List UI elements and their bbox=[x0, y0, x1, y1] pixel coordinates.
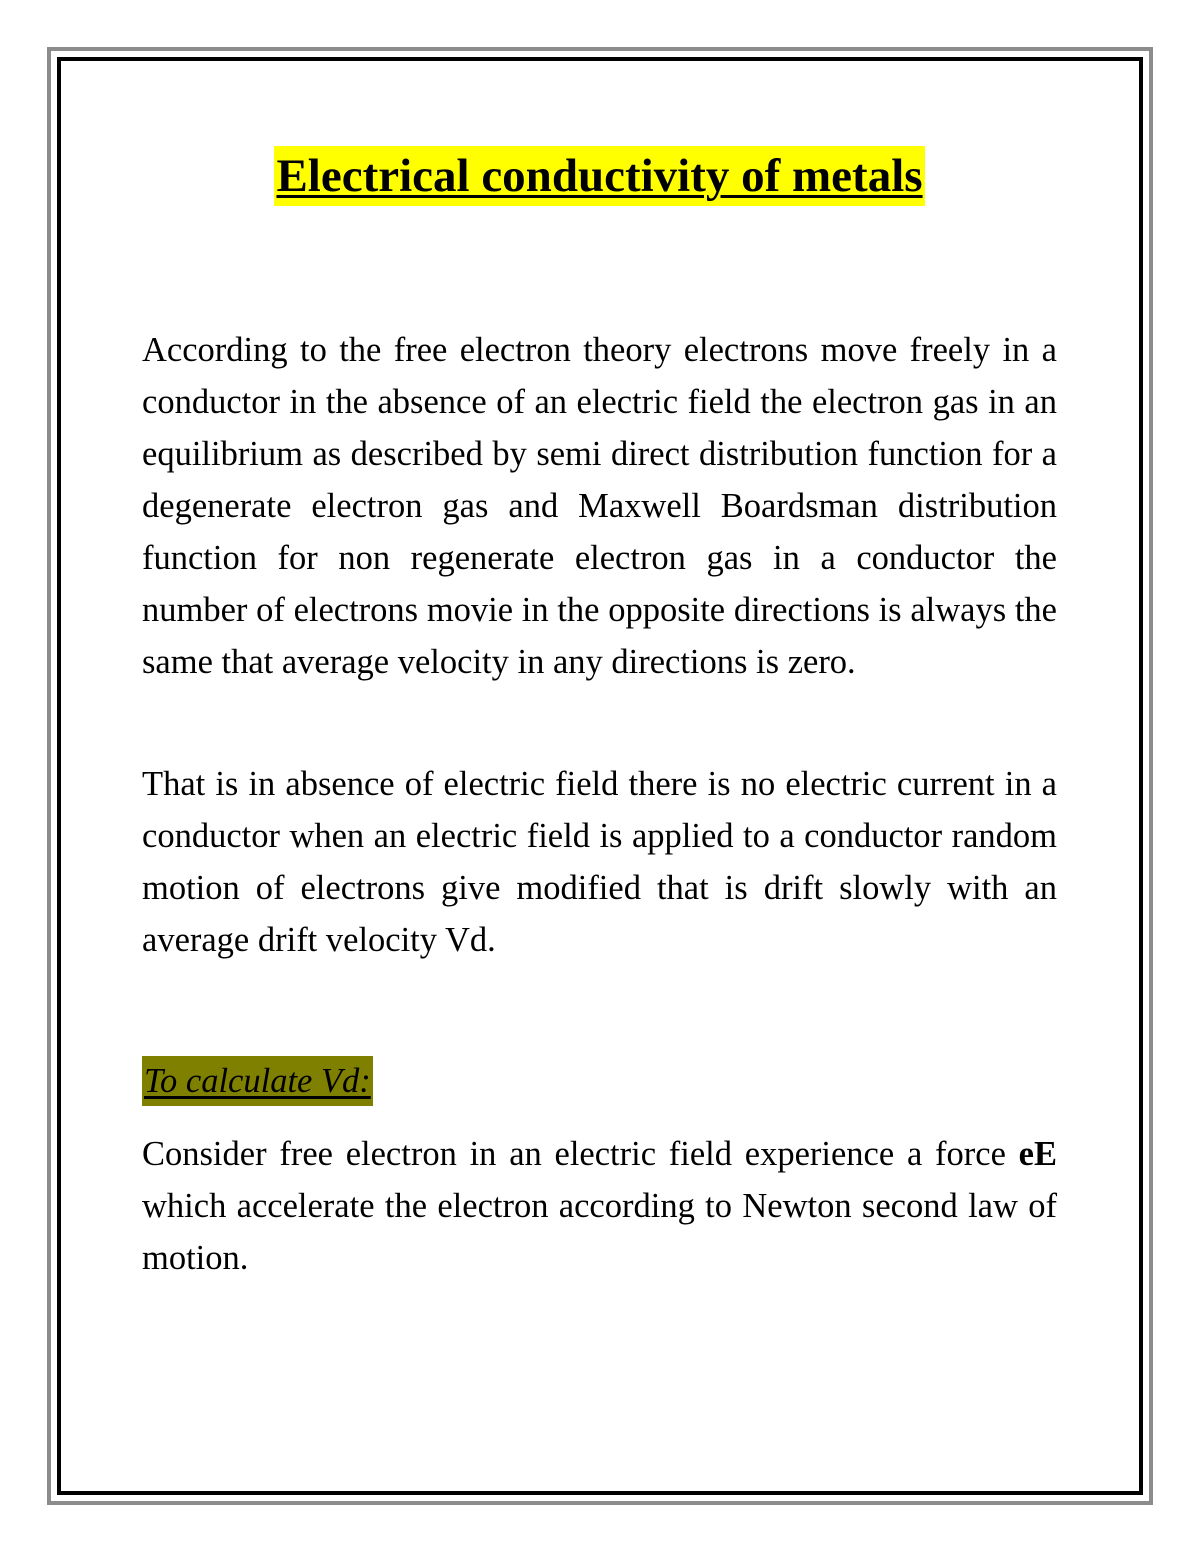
subheading-calculate-vd: To calculate Vd: bbox=[142, 1056, 373, 1106]
title-container bbox=[142, 146, 1057, 206]
paragraph-force bbox=[142, 1128, 1057, 1284]
page-title: Electrical conductivity of metals bbox=[274, 146, 924, 206]
paragraph-free-electron-theory: According to the free electron theory electrons move freely in a conductor in the absence of an electric field the electron gas in an equilibrium as described by semi direct distribution function for a degenerate electron gas and Maxwell Boardsman distribution function for non regenerate electron gas in a conductor the number of electrons movie in the opposite directions is always the same that average velocity in any directions is zero. bbox=[142, 331, 1057, 681]
paragraph-force-before: Consider free electron in an electric field experience a force bbox=[142, 1135, 1019, 1173]
paragraph-electric-field: That is in absence of electric field there is no electric current in a conductor when an electric field is applied to a conductor random motion of electrons give modified that is drift slowly with an average drift velocity Vd. bbox=[142, 765, 1057, 959]
paragraph-force-after: which accelerate the electron according to Newton second law of motion. bbox=[142, 1187, 1057, 1277]
force-term-ee: eE bbox=[1018, 1135, 1057, 1173]
